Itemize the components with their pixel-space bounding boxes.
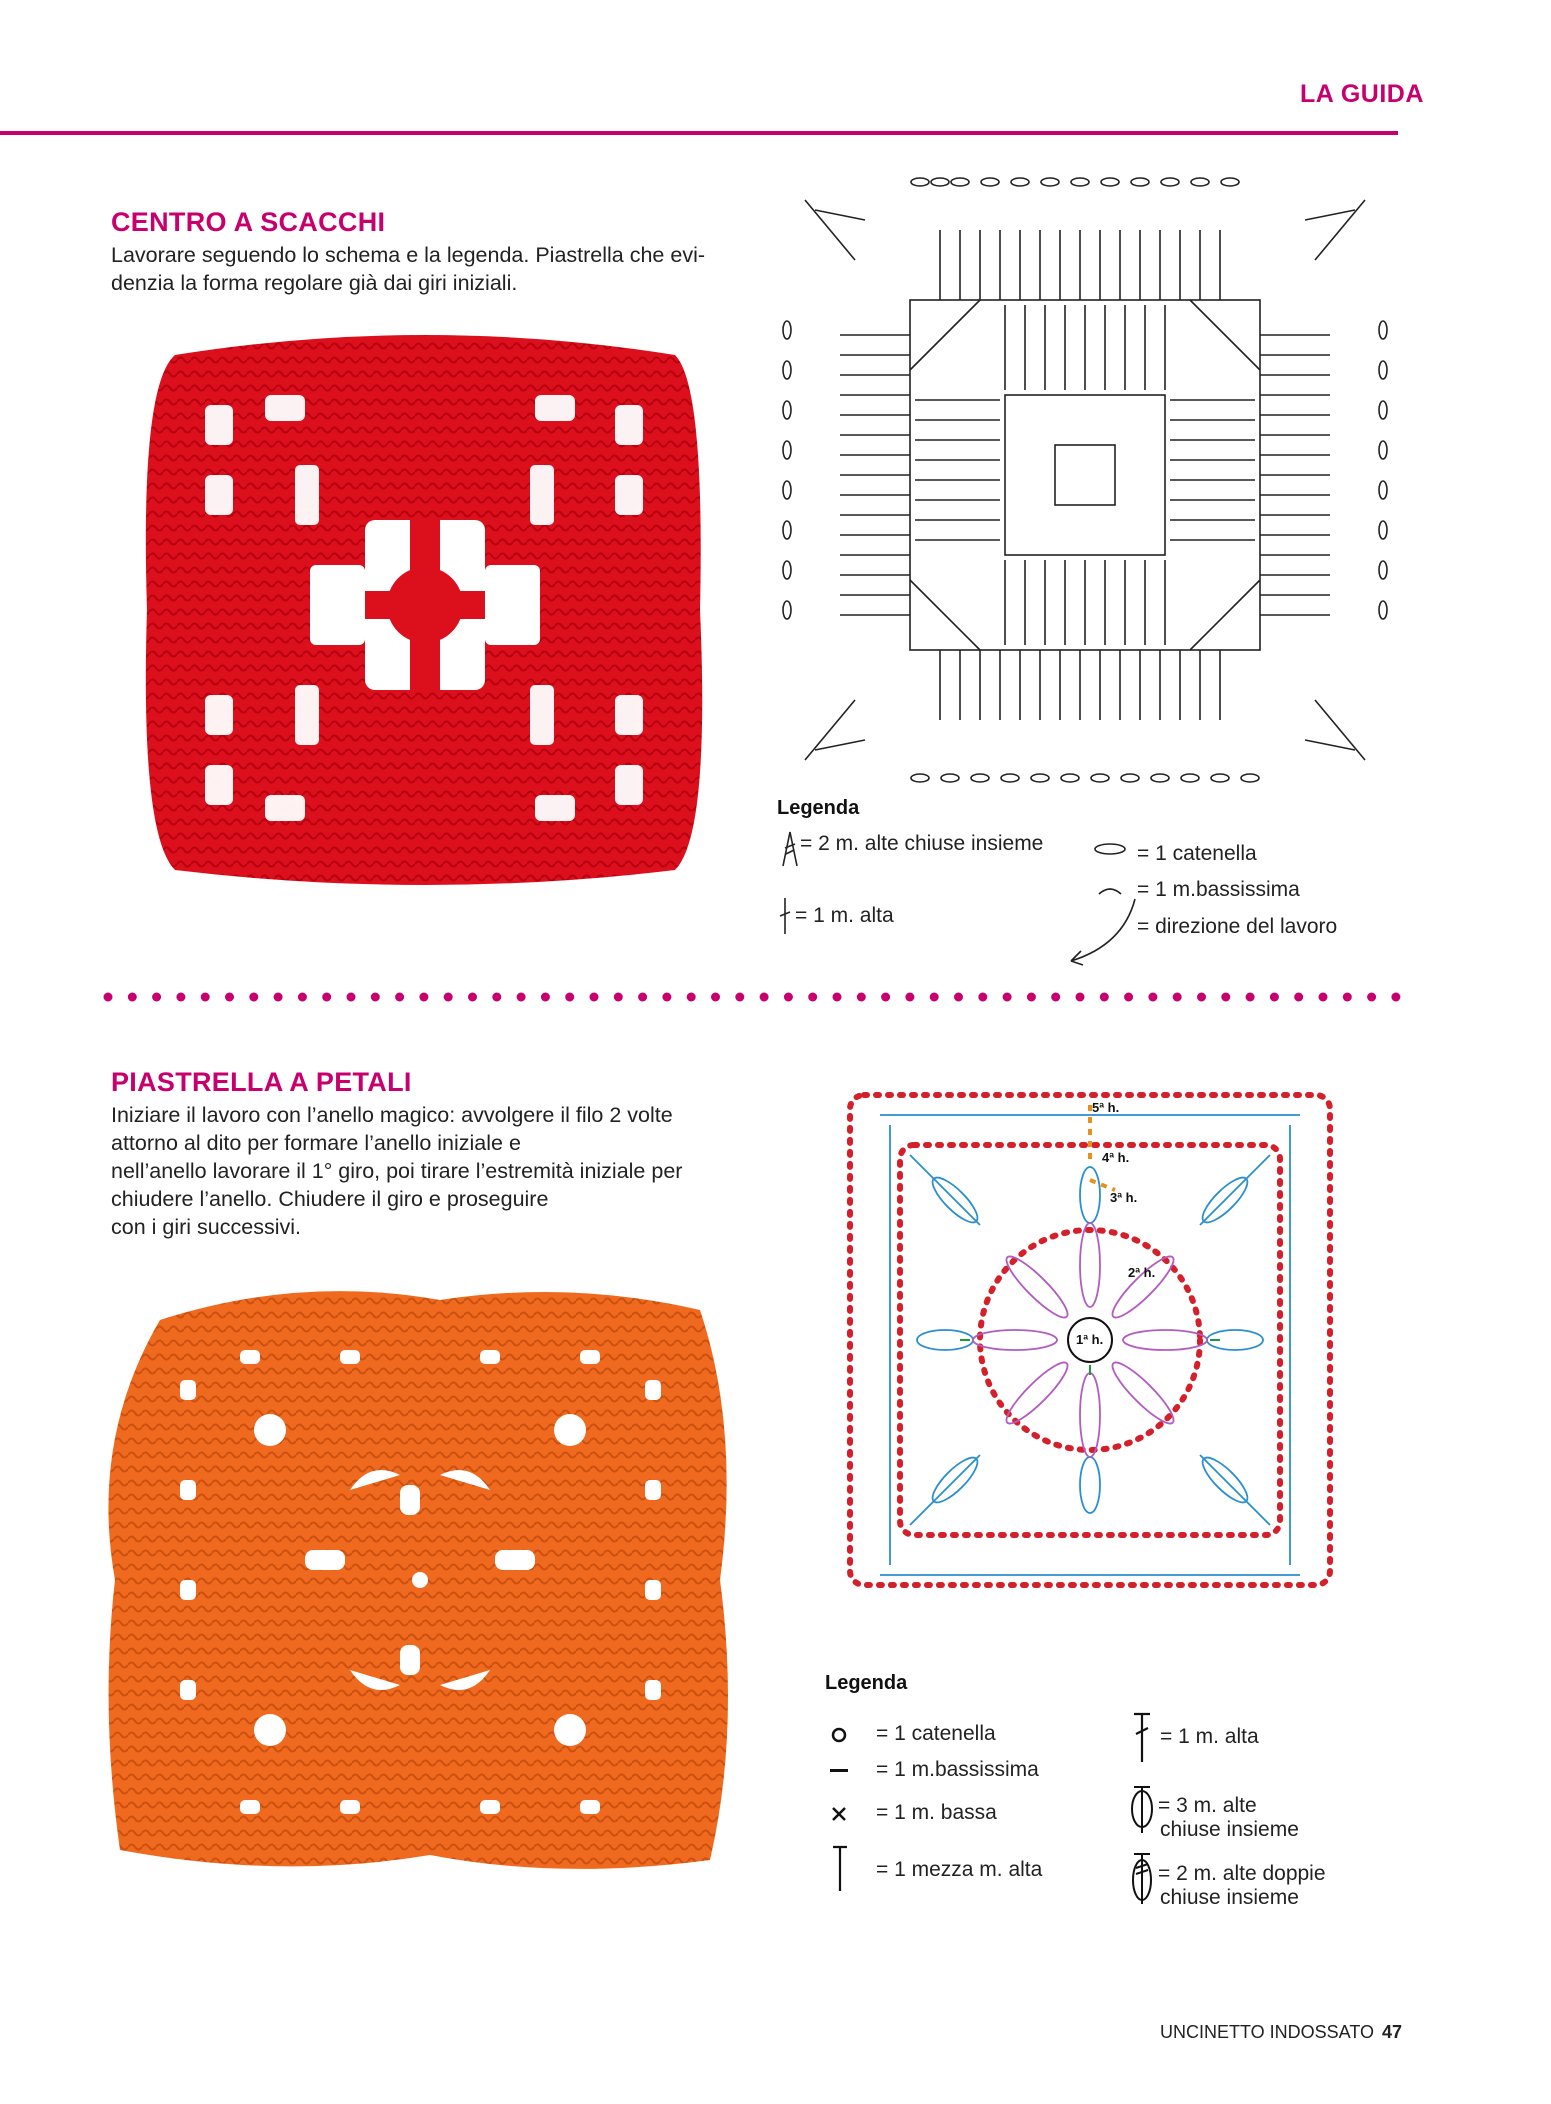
- separator-dot: [1173, 993, 1182, 1002]
- separator-dot: [1391, 993, 1400, 1002]
- section1-legend-title: Legenda: [777, 797, 860, 819]
- separator-dot: [1270, 993, 1279, 1002]
- round-label-2: 2ª h.: [1128, 1265, 1156, 1280]
- chain-icon: [1093, 842, 1127, 856]
- round-label-3: 3ª h.: [1110, 1190, 1138, 1205]
- separator-dot: [1246, 993, 1255, 1002]
- separator-dot: [347, 993, 356, 1002]
- legend-tr2tog-line1: = 2 m. alte doppie: [1158, 1862, 1326, 1885]
- direction-arrow-icon: [1063, 895, 1143, 969]
- round-label-1: 1ª h.: [1076, 1332, 1104, 1347]
- separator-dot: [492, 993, 501, 1002]
- separator-dot: [857, 993, 866, 1002]
- dotted-separator: [102, 990, 1402, 1004]
- separator-dot: [784, 993, 793, 1002]
- separator-dot: [638, 993, 647, 1002]
- legend-chain-label: = 1 catenella: [876, 1722, 996, 1745]
- slip-stitch-icon: [830, 1768, 850, 1774]
- magazine-name: UNCINETTO INDOSSATO: [1160, 2022, 1375, 2042]
- separator-dot: [444, 993, 453, 1002]
- separator-dot: [1343, 993, 1352, 1002]
- legend-dc3tog-line2: chiuse insieme: [1160, 1818, 1299, 1841]
- section2-description: [111, 1101, 761, 1241]
- legend-slip-label: = 1 m.bassissima: [876, 1758, 1039, 1781]
- separator-dot: [1003, 993, 1012, 1002]
- separator-dot: [905, 993, 914, 1002]
- separator-dot: [322, 993, 331, 1002]
- separator-dot: [128, 993, 137, 1002]
- separator-dot: [517, 993, 526, 1002]
- section2-desc-line: Iniziare il lavoro con l’anello magico: avvolgere il filo 2 volte: [111, 1103, 673, 1127]
- red-tile-photo: [135, 325, 715, 895]
- separator-dot: [1148, 993, 1157, 1002]
- legend-sc-label: = 1 m. bassa: [876, 1801, 997, 1824]
- separator-dot: [249, 993, 258, 1002]
- separator-dot: [1051, 993, 1060, 1002]
- dc2tog-icon: [780, 828, 800, 868]
- legend-slip-label: = 1 m.bassissima: [1137, 878, 1300, 901]
- separator-dot: [468, 993, 477, 1002]
- header-rule: [0, 131, 1398, 135]
- orange-tile-photo: [100, 1280, 740, 1880]
- legend-dc2tog-label: = 2 m. alte chiuse insieme: [800, 832, 1044, 855]
- section2-desc-line: nell’anello lavorare il 1° giro, poi tirare l’estremità iniziale per: [111, 1159, 683, 1183]
- separator-dot: [371, 993, 380, 1002]
- separator-dot: [1124, 993, 1133, 1002]
- separator-dot: [298, 993, 307, 1002]
- separator-dot: [808, 993, 817, 1002]
- section2-desc-line: chiudere l’anello. Chiudere il giro e proseguire: [111, 1187, 549, 1211]
- separator-dot: [735, 993, 744, 1002]
- chain-icon: [830, 1726, 848, 1744]
- legend-hdc-label: = 1 mezza m. alta: [876, 1858, 1043, 1881]
- separator-dot: [930, 993, 939, 1002]
- tr2tog-icon: [1128, 1852, 1156, 1906]
- page-footer: [1160, 2022, 1402, 2043]
- round-label-4: 4ª h.: [1102, 1150, 1130, 1165]
- separator-dot: [152, 993, 161, 1002]
- separator-dot: [760, 993, 769, 1002]
- separator-dot: [1197, 993, 1206, 1002]
- separator-dot: [1367, 993, 1376, 1002]
- separator-dot: [978, 993, 987, 1002]
- separator-dot: [201, 993, 210, 1002]
- legend-dc-label: = 1 m. alta: [795, 904, 894, 927]
- separator-dot: [590, 993, 599, 1002]
- separator-dot: [225, 993, 234, 1002]
- separator-dot: [711, 993, 720, 1002]
- separator-dot: [1319, 993, 1328, 1002]
- separator-dot: [1221, 993, 1230, 1002]
- section1-desc-line: Lavorare seguendo lo schema e la legenda. Piastrella che evi-: [111, 243, 706, 267]
- separator-dot: [1027, 993, 1036, 1002]
- legend-direction-label: = direzione del lavoro: [1137, 915, 1338, 938]
- separator-dot: [274, 993, 283, 1002]
- legend-tr2tog-line2: chiuse insieme: [1160, 1886, 1299, 1909]
- legend-dc3tog-line1: = 3 m. alte: [1158, 1794, 1257, 1817]
- separator-dot: [881, 993, 890, 1002]
- single-crochet-icon: [830, 1805, 848, 1823]
- section-tag: LA GUIDA: [1300, 80, 1424, 108]
- separator-dot: [1100, 993, 1109, 1002]
- section1-title: CENTRO A SCACCHI: [111, 207, 386, 237]
- chart-centro-a-scacchi: [775, 170, 1395, 800]
- separator-dot: [954, 993, 963, 1002]
- dc3tog-icon: [1128, 1785, 1156, 1835]
- dc-icon: [778, 896, 792, 936]
- legend-dc-label: = 1 m. alta: [1160, 1725, 1259, 1748]
- round-label-5: 5ª h.: [1092, 1100, 1120, 1115]
- separator-dot: [565, 993, 574, 1002]
- separator-dot: [419, 993, 428, 1002]
- separator-dot: [176, 993, 185, 1002]
- separator-dot: [833, 993, 842, 1002]
- section1-description: [111, 241, 751, 297]
- dc-icon: [1132, 1712, 1152, 1764]
- separator-dot: [1294, 993, 1303, 1002]
- separator-dot: [1076, 993, 1085, 1002]
- hdc-icon: [831, 1845, 849, 1893]
- legend-chain-label: = 1 catenella: [1137, 842, 1257, 865]
- separator-dot: [104, 993, 113, 1002]
- section2-desc-line: con i giri successivi.: [111, 1215, 301, 1239]
- section2-legend-title: Legenda: [825, 1672, 908, 1694]
- section1-desc-line: denzia la forma regolare già dai giri iniziali.: [111, 271, 518, 295]
- section2-title: PIASTRELLA A PETALI: [111, 1067, 412, 1097]
- separator-dot: [541, 993, 550, 1002]
- separator-dot: [687, 993, 696, 1002]
- page-number: 47: [1382, 2022, 1403, 2042]
- separator-dot: [614, 993, 623, 1002]
- separator-dot: [662, 993, 671, 1002]
- section2-desc-line: attorno al dito per formare l’anello iniziale e: [111, 1131, 521, 1155]
- separator-dot: [395, 993, 404, 1002]
